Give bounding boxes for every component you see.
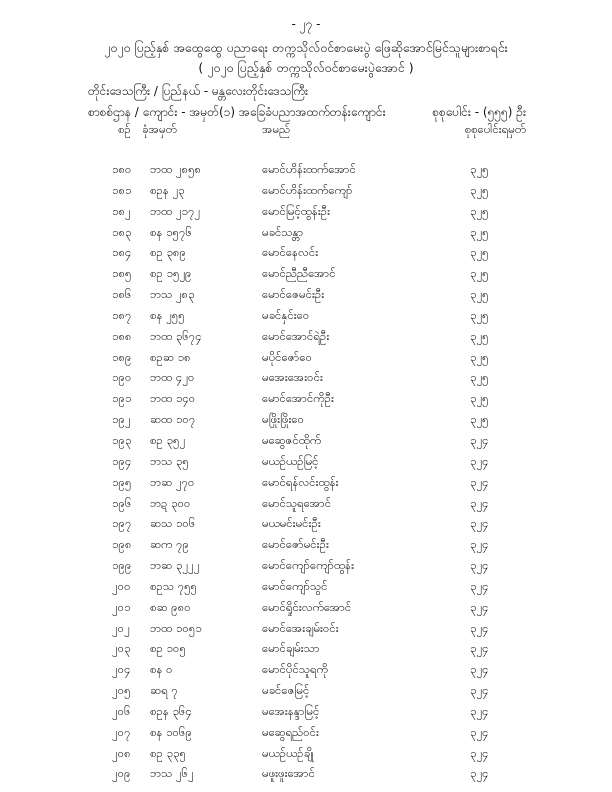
column-header-marks: စုစုပေါင်းရမှတ်: [464, 122, 526, 136]
candidate-name: မောင်ညီညီအောင်: [262, 266, 336, 281]
row-number: ၁၈၈: [112, 328, 132, 343]
total-marks: ၃၂၄: [470, 495, 489, 510]
roll-number: စဥ ၃၈၉: [150, 245, 187, 260]
roll-number: စဥန ၂၃: [150, 182, 185, 197]
table-row: [0, 555, 612, 576]
row-number: ၁၉၀: [112, 370, 132, 385]
table-row: [0, 347, 612, 368]
total-marks: ၃၂၄: [470, 641, 489, 656]
total-marks: ၃၂၄: [470, 703, 489, 718]
row-number: ၁၈၁: [112, 182, 132, 197]
document-title: ၂၀၂၀ ပြည့်နှစ် အထွေထွေ ပညာရေး တက္ကသိုလ်ဝင်စာမေးပွဲ ဖြေဆိုအောင်မြင်သူများစာရင်း: [104, 40, 508, 55]
row-number: ၁၉၆: [112, 495, 132, 510]
row-number: ၁၉၅: [112, 474, 132, 489]
candidate-name: မောင်သူရအောင်: [262, 495, 332, 510]
candidate-name: မောင်ဇော်မင်းဦး: [262, 537, 329, 552]
roll-number: ဘသ ၃၅: [150, 453, 189, 468]
candidate-name: မောင်ကျော်သွင်: [262, 578, 328, 593]
total-marks: ၃၂၄: [470, 453, 489, 468]
total-marks: ၃၂၄: [470, 432, 489, 447]
roll-number: စဥ ၃၃၅: [150, 745, 186, 760]
roll-number: စန ၂၅၅: [150, 307, 185, 322]
table-row: [0, 367, 612, 388]
row-number: ၁၈၀: [112, 162, 132, 176]
candidate-name: မောင်ကျော်ကျော်ထွန်း: [262, 558, 354, 573]
region-label: တိုင်းဒေသကြီး / ပြည်နယ် - မန္တလေးတိုင်းဒေသကြီး: [88, 84, 309, 98]
candidate-name: မောင်မြင့်ထွန်းဦး: [262, 203, 331, 218]
candidate-name: မပိုင်ဇော်ဝေ: [262, 349, 313, 364]
total-marks: ၃၂၄: [470, 578, 489, 593]
row-number: ၂၀၅: [112, 683, 131, 698]
total-marks: ၃၂၄: [470, 745, 489, 760]
table-row: [0, 451, 612, 472]
roll-number: ဘထ ၄၂၀: [150, 370, 195, 385]
table-row: [0, 493, 612, 514]
candidate-name: မောင်အောင်ကိုဦး: [262, 391, 334, 406]
table-row: [0, 659, 612, 680]
row-number: ၁၉၃: [112, 432, 132, 447]
row-number: ၁၉၈: [112, 537, 132, 552]
candidate-name: မဖူးဖူးအောင်: [262, 766, 316, 781]
total-marks: ၃၂၄: [470, 662, 489, 677]
table-row: [0, 638, 612, 659]
candidate-name: မယဉ်ယဉ်ချို: [262, 745, 314, 760]
table-row: [0, 180, 612, 201]
roll-number: ဘဆ ၂၇၀: [150, 474, 195, 489]
total-marks: ၃၂၄: [470, 474, 489, 489]
candidate-name: မောင်ရှိုင်းလက်အောင်: [262, 599, 352, 614]
row-number: ၂၀၇: [112, 724, 131, 739]
roll-number: ဘထ ၃၆၇၄: [150, 328, 202, 343]
page-number: - ၂၇ -: [291, 17, 321, 31]
row-number: ၁၈၉: [112, 349, 132, 364]
row-number: ၂၀၀: [112, 578, 131, 593]
total-marks: ၃၂၅: [470, 307, 489, 322]
candidate-name: မယမင်းမင်းဦး: [262, 516, 321, 531]
total-marks: ၃၂၅: [470, 391, 489, 406]
roll-number: စဥဆ ၁၈: [150, 349, 191, 364]
candidate-name: မဆွေဇင်ထိုက်: [262, 432, 322, 447]
roll-number: စဥသ ၇၅၅: [150, 578, 198, 593]
total-marks: ၃၂၅: [470, 162, 489, 176]
roll-number: ဘထ ၂၈၅၈: [150, 162, 202, 176]
total-marks: ၃၂၅: [470, 224, 489, 239]
candidate-name: မောင်ဟိန်းထက်အောင်: [262, 162, 356, 176]
table-row: [0, 618, 612, 639]
total-marks: ၃၂၄: [470, 516, 489, 531]
total-marks: ၃၂၄: [470, 558, 489, 573]
row-number: ၂၀၈: [112, 745, 131, 760]
document-subtitle: ( ၂၀၂၀ ပြည့်နှစ် တက္ကသိုလ်ဝင်စာမေးပွဲအောင် ): [198, 60, 414, 75]
total-marks: ၃၂၄: [470, 620, 489, 635]
row-number: ၂၀၆: [112, 703, 131, 718]
candidate-name: မောင်ရန်လင်းထွန်း: [262, 474, 339, 489]
roll-number: ဆထ ၁၀၇: [150, 412, 196, 427]
candidate-name: မခင်ဇေမြင့်: [262, 683, 310, 698]
candidate-name: မောင်နေလင်း: [262, 245, 319, 260]
candidate-name: မအေးအေးဝင်း: [262, 370, 323, 385]
results-list: [0, 159, 612, 784]
total-marks: ၃၂၅: [470, 412, 489, 427]
table-row: [0, 534, 612, 555]
column-header-number: စဉ်: [118, 122, 131, 136]
table-row: [0, 326, 612, 347]
total-marks: ၃၂၄: [470, 599, 489, 614]
table-row: [0, 242, 612, 263]
table-row: [0, 430, 612, 451]
column-header-roll-line1: ခုံအမှတ်: [142, 122, 177, 136]
table-row: [0, 409, 612, 430]
row-number: ၁၈၂: [112, 203, 131, 218]
roll-number: စန ၀: [150, 662, 173, 677]
total-marks: ၃၂၅: [470, 287, 489, 302]
exam-total-label: စုစုပေါင်း - (၅၅၅) ဦး: [432, 105, 526, 119]
roll-number: စဥန ၃၆၄: [150, 703, 192, 718]
table-row: [0, 576, 612, 597]
table-row: [0, 305, 612, 326]
row-number: ၁၉၂: [112, 412, 131, 427]
table-row: [0, 159, 612, 180]
row-number: ၂၀၉: [112, 766, 131, 781]
row-number: ၁၈၆: [112, 287, 132, 302]
row-number: ၁၉၉: [112, 558, 132, 573]
candidate-name: မောင်ပိုင်သူရကို: [262, 662, 328, 677]
row-number: ၁၈၅: [112, 266, 132, 281]
candidate-name: မဆွေရည်ဝင်း: [262, 724, 319, 739]
roll-number: ဆက ၇၉: [150, 537, 189, 552]
table-row: [0, 513, 612, 534]
table-row: [0, 201, 612, 222]
table-row: [0, 284, 612, 305]
candidate-name: မအေးနန္ဒာမြင့်: [262, 703, 320, 718]
roll-number: ဆရ ၇: [150, 683, 178, 698]
table-row: [0, 722, 612, 743]
total-marks: ၃၂၄: [470, 683, 489, 698]
row-number: ၂၀၂: [112, 620, 130, 635]
exam-center-label: စာစစ်ဌာန / ကျောင်း - အမှတ်(၁) အခြေခံပညာအထက်တန်းကျောင်း: [88, 105, 386, 119]
column-header-name: အမည်: [262, 122, 291, 136]
candidate-name: မယဉ်ယဉ်မြင့်: [262, 453, 319, 468]
total-marks: ၃၂၅: [470, 370, 489, 385]
roll-number: စန ၁၀၆၉: [150, 724, 192, 739]
total-marks: ၃၂၄: [470, 766, 489, 781]
row-number: ၁၉၄: [112, 453, 132, 468]
roll-number: ဆသ ၁၀၆: [150, 516, 196, 531]
roll-number: ဘဍ ၃၀၀: [150, 495, 191, 510]
total-marks: ၃၂၅: [470, 245, 489, 260]
row-number: ၁၈၄: [112, 245, 132, 260]
total-marks: ၃၂၅: [470, 328, 489, 343]
roll-number: ဘထ ၁၄၀: [150, 391, 196, 406]
candidate-name: မဖြိုးဖြိုးဝေ: [262, 412, 305, 427]
roll-number: ဘသ ၂၈၃: [150, 287, 195, 302]
candidate-name: မခင်နှင်းဝေ: [262, 307, 310, 322]
table-row: [0, 263, 612, 284]
total-marks: ၃၂၄: [470, 724, 489, 739]
roll-number: ဘသ ၂၆၂: [150, 766, 194, 781]
column-header-roll: [142, 122, 177, 137]
table-row: [0, 472, 612, 493]
table-row: [0, 388, 612, 409]
roll-number: စဆ ၉၈၀: [150, 599, 191, 614]
candidate-name: မောင်ချမ်းသာ: [262, 641, 320, 656]
roll-number: စဥ ၃၅၂: [150, 432, 186, 447]
table-row: [0, 680, 612, 701]
table-row: [0, 222, 612, 243]
row-number: ၂၀၄: [112, 662, 131, 677]
roll-number: စန ၁၅၇၆: [150, 224, 192, 239]
candidate-name: မောင်အောင်ရဲဦး: [262, 328, 330, 343]
row-number: ၁၉၁: [112, 391, 132, 406]
roll-number: ဘထ ၁၀၅၁: [150, 620, 202, 635]
table-row: [0, 763, 612, 784]
total-marks: ၃၂၅: [470, 182, 489, 197]
total-marks: ၃၂၅: [470, 203, 489, 218]
row-number: ၁၈၃: [112, 224, 132, 239]
candidate-name: မောင်အေးချမ်းဝင်း: [262, 620, 339, 635]
candidate-name: မောင်ဟိန်းထက်ကျော်: [262, 182, 353, 197]
row-number: ၁၈၇: [112, 307, 132, 322]
roll-number: ဘထ ၂၁၇၂: [150, 203, 201, 218]
row-number: ၁၉၇: [112, 516, 132, 531]
candidate-name: မောင်ဇေမင်းဦး: [262, 287, 325, 302]
roll-number: စဥ ၁၅၂၉: [150, 266, 192, 281]
table-row: [0, 597, 612, 618]
roll-number: စဥ ၁၀၅: [150, 641, 186, 656]
row-number: ၂၀၃: [112, 641, 131, 656]
total-marks: ၃၂၅: [470, 349, 489, 364]
total-marks: ၃၂၄: [470, 537, 489, 552]
table-row: [0, 743, 612, 764]
candidate-name: မခင်သန္တာ: [262, 224, 304, 239]
row-number: ၂၀၁: [112, 599, 131, 614]
roll-number: ဘဆ ၃၂၂၂: [150, 558, 200, 573]
table-row: [0, 701, 612, 722]
total-marks: ၃၂၅: [470, 266, 489, 281]
